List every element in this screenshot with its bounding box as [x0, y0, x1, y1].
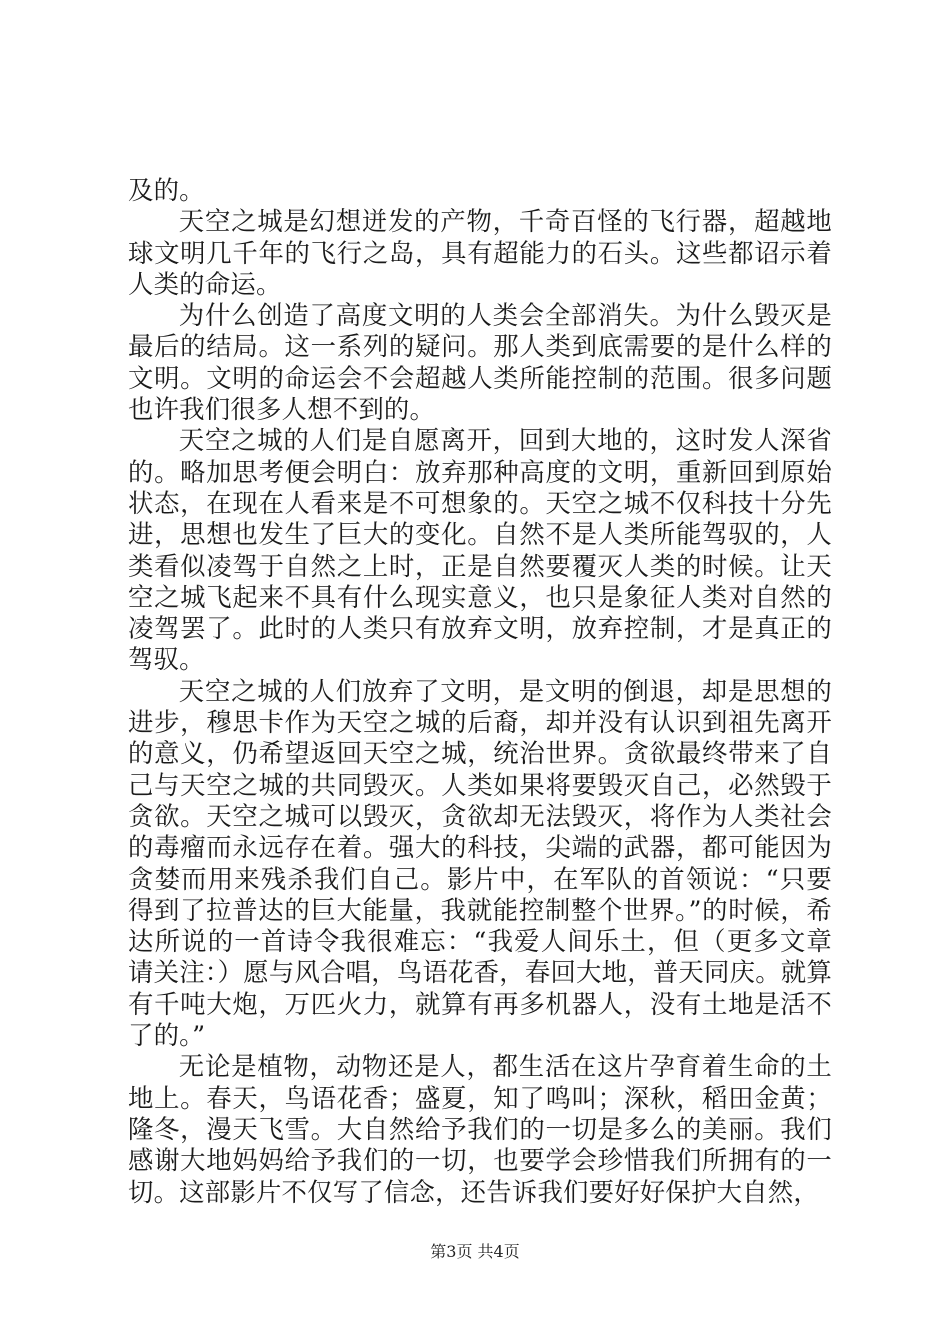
paragraph: 天空之城的人们是自愿离开，回到大地的，这时发人深省的。略加思考便会明白：放弃那种高度的文明，重新回到原始状态，在现在人看来是不可想象的。天空之城不仅科技十分先进，思想也发生了巨大的变化。自然不是人类所能驾驭的，人类看似凌驾于自然之上时，正是自然要覆灭人类的时候。让天空之城飞起来不具有什么现实意义，也只是象征人类对自然的凌驾罢了。此时的人类只有放弃文明，放弃控制，才是真正的驾驭。 [128, 425, 832, 675]
paragraph: 及的。 [128, 175, 205, 205]
paragraph: 天空之城的人们放弃了文明，是文明的倒退，却是思想的进步，穆思卡作为天空之城的后裔，却并没有认识到祖先离开的意义，仍希望返回天空之城，统治世界。贪欲最终带来了自己与天空之城的共同毁灭。人类如果将要毁灭自己，必然毁于贪欲。天空之城可以毁灭，贪欲却无法毁灭，将作为人类社会的毒瘤而永远存在着。强大的科技，尖端的武器，都可能因为贪婪而用来残杀我们自己。影片中，在军队的首领说：“只要得到了拉普达的巨大能量，我就能控制整个世界。”的时候，希达所说的一首诗令我很难忘：“我爱人间乐土，但（更多文章请关注：）愿与风合唱，鸟语花香，春回大地，普天同庆。就算有千吨大炮，万匹火力，就算有再多机器人，没有土地是活不了的。” [128, 675, 832, 1051]
paragraph: 天空之城是幻想迸发的产物，千奇百怪的飞行器，超越地球文明几千年的飞行之岛，具有超能力的石头。这些都诏示着人类的命运。 [128, 206, 832, 299]
paragraph: 无论是植物，动物还是人，都生活在这片孕育着生命的土地上。春天，鸟语花香；盛夏，知了鸣叫；深秋，稻田金黄；隆冬，漫天飞雪。大自然给予我们的一切是多么的美丽。我们感谢大地妈妈给予我们的一切，也要学会珍惜我们所拥有的一切。这部影片不仅写了信念，还告诉我们要好好保护大自然， [128, 1051, 832, 1207]
paragraph: 为什么创造了高度文明的人类会全部消失。为什么毁灭是最后的结局。这一系列的疑问。那人类到底需要的是什么样的文明。文明的命运会不会超越人类所能控制的范围。很多问题也许我们很多人想不到的。 [128, 300, 832, 425]
page-number-label: 第3页 共4页 [430, 1242, 520, 1261]
page-footer [0, 1242, 950, 1262]
body-text [128, 175, 832, 1208]
